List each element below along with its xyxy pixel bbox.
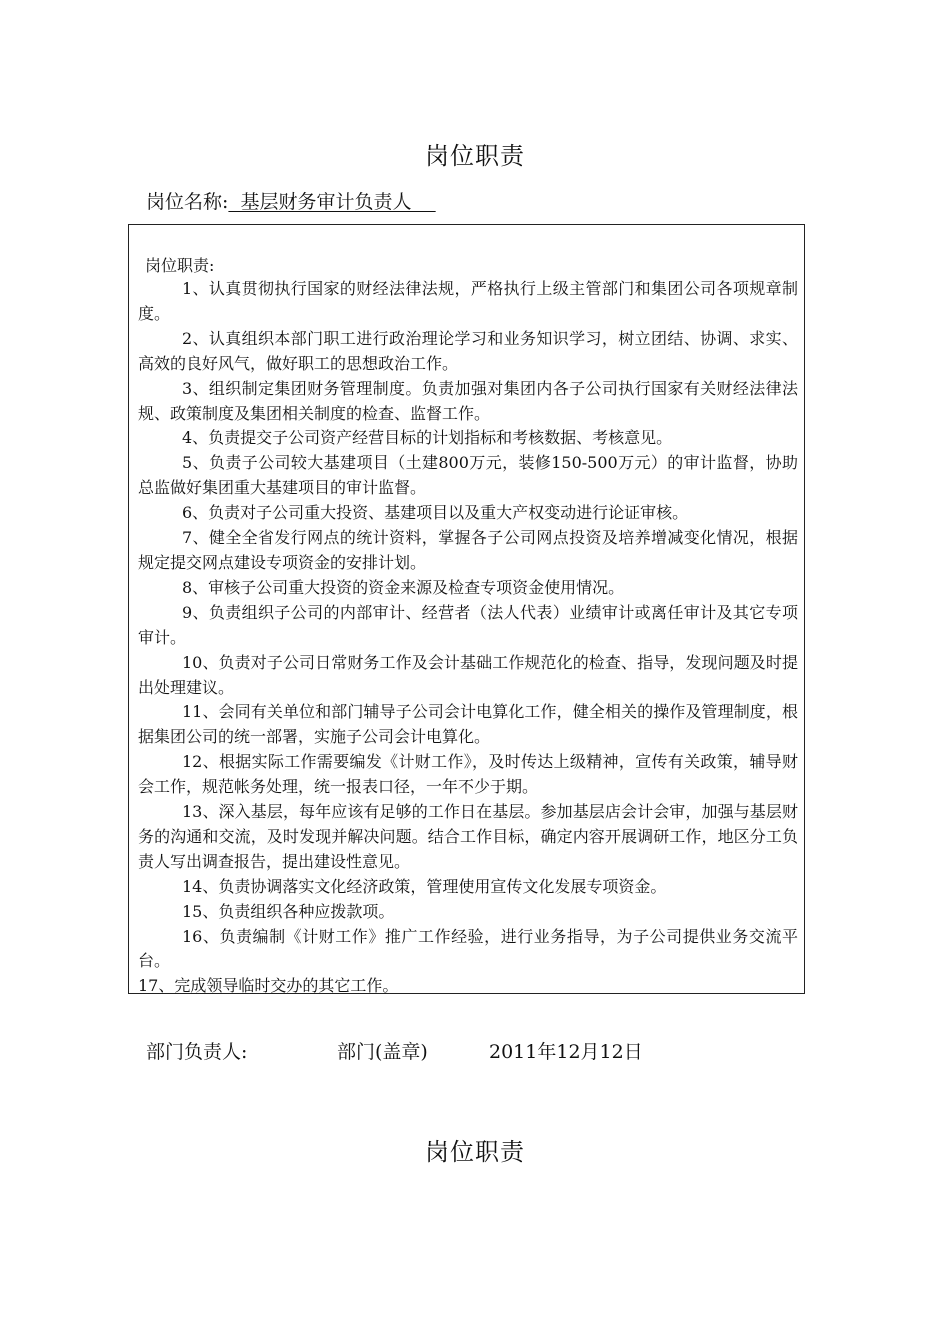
- duty-item: 9、负责组织子公司的内部审计、经营者（法人代表）业绩审计或离任审计及其它专项审计。: [138, 602, 798, 647]
- duty-item: 5、负责子公司较大基建项目（土建800万元，装修150-500万元）的审计监督，协助总监做好集团重大基建项目的审计监督。: [138, 453, 798, 498]
- dept-seal-label: 部门(盖章): [337, 1041, 428, 1063]
- duty-item: 3、组织制定集团财务管理制度。负责加强对集团内各子公司执行国家有关财经法律法规、政策制度及集团相关制度的检查、监督工作。: [138, 378, 798, 423]
- duty-item: 17、完成领导临时交办的其它工作。: [138, 976, 399, 996]
- duty-item: 10、负责对子公司日常财务工作及会计基础工作规范化的检查、指导，发现问题及时提出处理建议。: [138, 652, 798, 697]
- sign-date: 2011年12月12日: [489, 1041, 643, 1063]
- duty-item: 8、审核子公司重大投资的资金来源及检查专项资金使用情况。: [182, 577, 625, 597]
- duty-item: 6、负责对子公司重大投资、基建项目以及重大产权变动进行论证审核。: [182, 503, 689, 523]
- page-title: 岗位职责: [425, 142, 525, 170]
- next-page-title: 岗位职责: [425, 1138, 525, 1166]
- post-name-label: 岗位名称:: [146, 191, 229, 213]
- duties-box: [128, 224, 805, 994]
- duty-item: 14、负责协调落实文化经济政策，管理使用宣传文化发展专项资金。: [182, 876, 667, 896]
- duty-item: 11、会同有关单位和部门辅导子公司会计电算化工作，健全相关的操作及管理制度，根据集团公司的统一部署，实施子公司会计电算化。: [138, 702, 798, 747]
- duties-list: [138, 277, 798, 999]
- post-name-value: 基层财务审计负责人: [228, 191, 436, 213]
- duty-item: 4、负责提交子公司资产经营目标的计划指标和考核数据、考核意见。: [182, 428, 673, 448]
- duties-heading: 岗位职责:: [145, 256, 215, 275]
- duty-item: 7、健全全省发行网点的统计资料，掌握各子公司网点投资及培养增减变化情况，根据规定提交网点建设专项资金的安排计划。: [138, 528, 798, 572]
- duty-item: 15、负责组织各种应拨款项。: [182, 901, 395, 921]
- dept-head-label: 部门负责人:: [146, 1041, 248, 1063]
- duty-item: 16、负责编制《计财工作》推广工作经验，进行业务指导，为子公司提供业务交流平台。: [138, 926, 798, 971]
- duty-item: 13、深入基层，每年应该有足够的工作日在基层。参加基层店会计会审，加强与基层财务的沟通和交流，及时发现并解决问题。结合工作目标，确定内容开展调研工作，地区分工负责人写出调查报告，提出建设性意见。: [138, 802, 798, 871]
- post-name-line: [146, 187, 436, 214]
- duty-item: 2、认真组织本部门职工进行政治理论学习和业务知识学习，树立团结、协调、求实、高效的良好风气，做好职工的思想政治工作。: [138, 328, 798, 373]
- duty-item: 1、认真贯彻执行国家的财经法律法规，严格执行上级主管部门和集团公司各项规章制度。: [138, 279, 798, 323]
- duty-item: 12、根据实际工作需要编发《计财工作》，及时传达上级精神，宣传有关政策，辅导财会工作，规范帐务处理，统一报表口径，一年不少于期。: [138, 752, 798, 797]
